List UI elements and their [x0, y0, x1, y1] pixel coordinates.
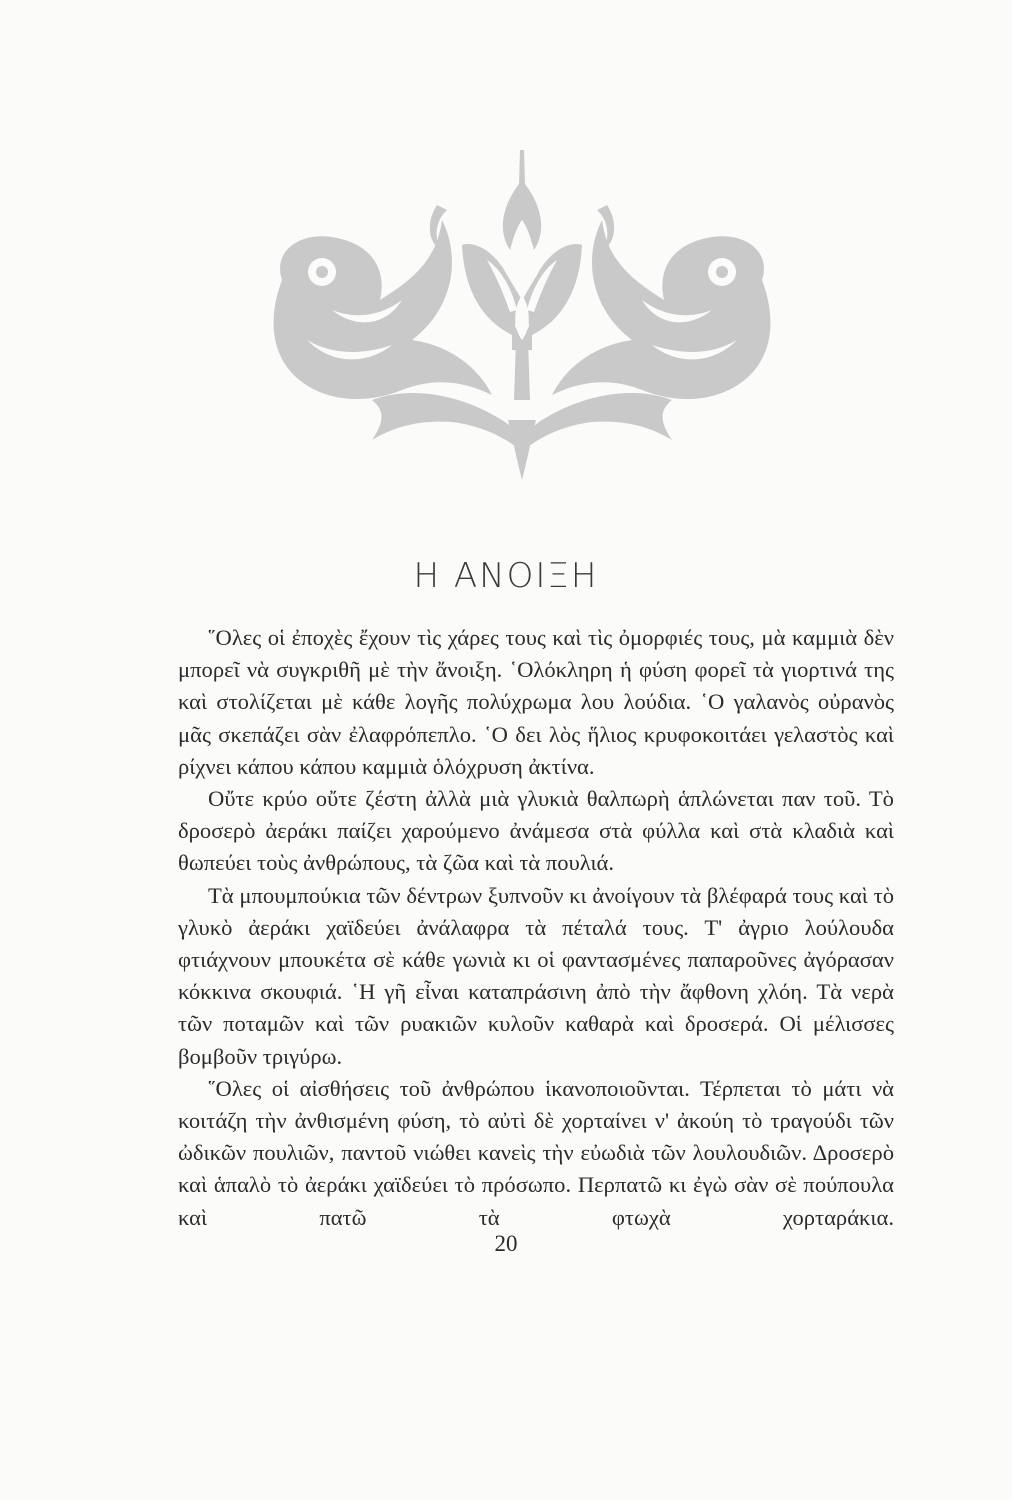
page-number: 20	[494, 1231, 518, 1256]
text-line: παπαροῦνες ἀγόρασαν κόκκινα σκουφιά. ῾Η γῆ εἶναι καταπράσινη	[178, 947, 894, 1005]
text-line: Οὔτε κρύο οὔτε ζέστη ἀλλὰ μιὰ γλυκιὰ θαλπωρὴ ἁπλώνεται παν	[208, 786, 816, 812]
text-line: στὰ κλαδιὰ καὶ θωπεύει τοὺς ἀνθρώπους, τὰ ζῶα καὶ τὰ πουλιά.	[178, 818, 894, 876]
text-line: καθαρὰ καὶ δροσερά. Οἱ μέλισσες βομβοῦν τριγύρω.	[178, 1011, 894, 1069]
paragraph	[178, 1073, 894, 1234]
paragraph	[178, 880, 894, 1073]
text-line: Τὰ μπουμπούκια τῶν δέντρων ξυπνοῦν κι ἀνοίγουν τὰ βλέφαρά	[208, 882, 793, 908]
text-line: τῶν λουλουδιῶν. Δροσερὸ καὶ ἁπαλὸ τὸ ἀεράκι χαϊδεύει τὸ πρόσωπο.	[178, 1140, 894, 1198]
chapter-title: Η ΑΝΟΙΞΗ	[413, 556, 599, 596]
text-line: τους καὶ τὸ γλυκὸ ἀεράκι χαϊδεύει ἀνάλαφρα τὰ πέταλά τους. Τ' ἀγριο	[178, 882, 894, 940]
text-line: λούλουδα φτιάχνουν μπουκέτα σὲ κάθε γωνιὰ κι οἱ φαντασμένες	[178, 914, 894, 973]
text-line: Περπατῶ κι ἐγὼ σὰν σὲ πούπουλα καὶ πατῶ τὰ φτωχὰ χορταράκια.	[178, 1172, 894, 1230]
text-line: λούδια. ῾Ο γαλανὸς οὐρανὸς μᾶς σκεπάζει σὰν ἐλαφρόπεπλο. ῾Ο δει	[178, 689, 894, 747]
text-line: τὸ τραγούδι τῶν ὠδικῶν πουλιῶν, παντοῦ νιώθει κανεὶς τὴν εὐωδιὰ	[178, 1108, 894, 1166]
text-line: ἀπὸ τὴν ἄφθονη χλόη. Τὰ νερὰ τῶν ποταμῶν καὶ τῶν ρυακιῶν κυλοῦν	[178, 979, 894, 1037]
text-line: ὁλόχρυση ἀκτίνα.	[432, 753, 595, 779]
text-line: ῞Ολες οἱ αἰσθήσεις τοῦ ἀνθρώπου ἱκανοποιοῦνται. Τέρπεται τὸ	[208, 1075, 823, 1101]
text-line: μάτι νὰ κοιτάζη τὴν ἀνθισμένη φύση, τὸ αὐτὶ δὲ χορταίνει ν' ἀκούη	[178, 1075, 894, 1134]
text-line: ῞Ολες οἱ ἐποχὲς ἔχουν τὶς χάρες τους καὶ τὶς ὀμορφιές τους, μὰ	[208, 625, 792, 650]
paragraph	[178, 622, 894, 783]
paragraph	[178, 783, 894, 880]
floral-ornament-icon	[262, 150, 782, 480]
text-line: λὸς ἥλιος κρυφοκοιτάει γελαστὸς καὶ ρίχνει κάπου κάπου καμμιὰ	[178, 721, 894, 779]
text-line: τοῦ. Τὸ δροσερὸ ἀεράκι παίζει χαρούμενο ἀνάμεσα στὰ φύλλα καὶ	[178, 786, 894, 844]
body-text	[178, 622, 894, 1234]
text-line: φορεῖ τὰ γιορτινά της καὶ στολίζεται μὲ κάθε λογῆς πολύχρωμα λου	[178, 657, 894, 715]
text-line: καμμιὰ δὲν μπορεῖ νὰ συγκριθῆ μὲ τὴν ἄνοιξη. ῾Ολόκληρη ἡ φύση	[178, 625, 894, 683]
